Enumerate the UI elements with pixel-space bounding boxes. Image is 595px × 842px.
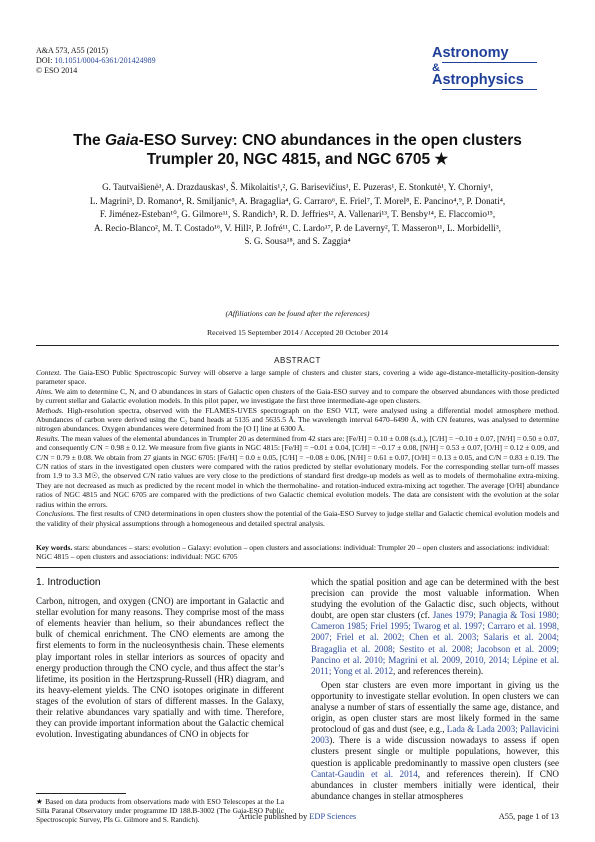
doi-link[interactable]: 10.1051/0004-6361/201424989	[54, 56, 156, 65]
author-line: G. Tautvaišienė¹, A. Drazdauskas¹, Š. Mikolaitis¹,², G. Barisevičius¹, E. Puzeras¹, E. Stonkutė¹, Y. Chorniy¹,	[102, 182, 493, 192]
author-line: L. Magrini³, D. Romano⁴, R. Smiljanic⁵, A. Bragaglia⁴, G. Carraro⁶, E. Friel⁷, T. Morel⁸, E. Pancino⁴,⁹, P. Donati⁴,	[89, 195, 506, 206]
received-dates: Received 15 September 2014 / Accepted 20 October 2014	[206, 328, 388, 337]
journal-rule-bottom	[442, 89, 537, 90]
section-heading: 1. Introduction	[36, 577, 101, 588]
copyright-line: © ESO 2014	[36, 66, 78, 75]
abstract-conclusions: Conclusions. The first results of CNO determinations in open clusters show the potential of the Gaia-ESO Survey to judge stellar and Galactic chemical evolution models and the validity of their physical assumptions through a homogeneous and detailed spectral analysis.	[36, 509, 559, 528]
footnote-rule	[36, 793, 126, 794]
paragraph: Open star clusters are even more important in giving us the opportunity to investigate stellar evolution. In open clusters we can analyse a number of stars of essentially the same age, distance, and origin, as open cluster stars are most likely formed in the same protocloud of gas and dust (see, e.g., Lada & Lada 2003; Pallavicini 2003). There is a wide discussion nowadays to assess if open clusters present single or multiple populations, however, this question is applicable predominantly to massive open clusters (see Cantat-Gaudin et al. 2014, and references therein). If CNO abundances in cluster members initially were identical, their abundance changes in stellar atmospheres	[311, 679, 559, 801]
journal-name-1: Astronomy	[432, 45, 509, 61]
citation-line: A&A 573, A55 (2015)	[36, 46, 108, 55]
divider	[36, 567, 559, 568]
abstract-context: Context. The Gaia-ESO Public Spectroscopic Survey will observe a large sample of clusters and cluster stars, covering a wide age-distance-metallicity-position-density parameter space.	[36, 368, 559, 387]
citation-links[interactable]: Cantat-Gaudin et al. 2014	[311, 768, 418, 779]
keywords: Key words. stars: abundances – stars: evolution – Galaxy: evolution – open clusters and associations: individual: Trumpler 20 – open clusters and associations: individual: NGC 4815 – open clusters and associations: individual: NGC 6705	[36, 543, 550, 562]
abstract-aims: Aims. We aim to determine C, N, and O abundances in stars of Galactic open clusters of the Gaia-ESO survey and to compare the observed abundances with those predicted by current stellar and Galactic evolution models. In this pilot paper, we investigate the first three intermediate-age open clusters.	[36, 386, 559, 406]
journal-rule	[442, 62, 537, 63]
author-line: A. Recio-Blanco², M. T. Costado¹⁶, V. Hill², P. Jofré¹¹, C. Lardo¹⁷, P. de Laverny², T. Masseron¹¹, L. Morbidelli³,	[94, 222, 501, 233]
abstract-methods: Methods. High-resolution spectra, observed with the FLAMES-UVES spectrograph on the ESO VLT, were analysed using a differential model atmosphere method. Abundances of carbon were derived using the C₂ band heads at 5135 and 5635.5 Å. The wavelength interval 6470–6490 Å, with CN features, was analysed to determine nitrogen abundances. Oxygen abundances were determined from the [O I] line at 6300 Å.	[36, 405, 559, 434]
publisher-line: Article published by EDP Sciences	[238, 812, 357, 821]
right-column	[311, 577, 559, 802]
citation-links[interactable]: Lada & Lada 2003; Pallavicini 2003	[311, 724, 559, 746]
divider	[36, 345, 559, 346]
article-header	[36, 46, 156, 76]
author-line: S. G. Sousa¹⁸, and S. Zaggia⁴	[244, 236, 351, 247]
doi-line: DOI: 10.1051/0004-6361/201424989	[36, 56, 156, 65]
journal-ampersand: &	[432, 62, 440, 74]
paragraph: Carbon, nitrogen, and oxygen (CNO) are important in Galactic and stellar evolution for many reasons. They comprise most of the mass of elements heavier than helium, so their abundances reflect the bulk of chemical enrichment. The CNO elements are among the first elements to form in the nucleosynthesis chain. These elements play important roles in stellar interiors as sources of opacity and energy production through the CNO cycle, and thus affect the star’s lifetime, its position in the Hertzsprung-Russell (HR) diagram, and its heavy-element yields. The CNO isotopes originate in different stages of the evolution of stars of different masses. In the Galaxy, their relative abundances vary spatially and with time. Therefore, they can provide important information about the Galactic chemical evolution. Investigating abundances of CNO in objects for	[36, 596, 284, 740]
left-column	[36, 577, 284, 740]
journal-logo	[432, 46, 547, 91]
author-list	[45, 181, 550, 249]
citation-links[interactable]: Janes 1979; Panagia & Tosi 1980; Cameron 1985; Friel 1995; Twarog et al. 1997; Carraro et al. 1998, 2007; Friel et al. 2002; Chen et al. 2003; Salaris et al. 2004; Bragaglia et al. 2008; Sestito et al. 2008; Jacobson et al. 2009; Pancino et al. 2010; Magrini et al. 2009, 2010, 2014; Lépine et al. 2011; Yong et al. 2012	[311, 610, 559, 676]
paper-title: The Gaia-ESO Survey: CNO abundances in the open clusters Trumpler 20, NGC 4815, and NGC 6705 ★	[73, 132, 522, 168]
publisher-link[interactable]: EDP Sciences	[309, 812, 357, 821]
abstract-heading: ABSTRACT	[274, 356, 321, 365]
paragraph: which the spatial position and age can be determined with the best precision can provide the most valuable information. When studying the evolution of the Galactic disc, such objects, without doubt, are open star clusters (cf. Janes 1979; Panagia & Tosi 1980; Cameron 1985; Friel 1995; Twarog et al. 1997; Carraro et al. 1998, 2007; Friel et al. 2002; Chen et al. 2003; Salaris et al. 2004; Bragaglia et al. 2008; Sestito et al. 2008; Jacobson et al. 2009; Pancino et al. 2010; Magrini et al. 2009, 2010, 2014; Lépine et al. 2011; Yong et al. 2012, and references therein).	[311, 577, 559, 676]
author-line: F. Jiménez-Esteban¹⁰, G. Gilmore¹¹, S. Randich³, R. D. Jeffries¹², A. Vallenari¹³, T. Bensby¹⁴, E. Flaccomio¹⁵,	[99, 209, 496, 220]
journal-name-2: Astrophysics	[432, 72, 524, 88]
title-footnote-mark[interactable]: ★	[430, 151, 449, 168]
abstract-results: Results. The mean values of the elemental abundances in Trumpler 20 as determined from 42 stars are: [Fe/H] = 0.10 ± 0.08 (s.d.), [C/H] = −0.10 ± 0.07, [N/H] = 0.50 ± 0.07, and consequently C/N = 0.98 ± 0.12. We measure from five giants in NGC 4815: [Fe/H] = −0.01 ± 0.04, [C/H] = −0.17 ± 0.08, [N/H] = 0.53 ± 0.07, [O/H] = 0.12 ± 0.09, and C/N = 0.79 ± 0.08. We obtain from 27 giants in NGC 6705: [Fe/H] = 0.0 ± 0.05, [C/H] = −0.08 ± 0.06, [N/H] = 0.61 ± 0.07, [O/H] = 0.13 ± 0.05, and C/N = 0.83 ± 0.19. The C/N ratios of stars in the investigated open clusters were compared with the ratios predicted by stellar evolutionary models. For the corresponding stellar turn-off masses from 1.9 to 3.3 M☉, the observed C/N ratio values are very close to the predictions of standard first dredge-up models as well as to models of thermohaline extra-mixing. They are not decreased as much as predicted by the recent model in which the thermohaline- and rotation-induced extra-mixing act together. The average [O/H] abundance ratios of NGC 4815 and NGC 6705 are compared with the predictions of two Galactic chemical evolution models. The data are consistent with the evolution at the solar radius within the errors.	[36, 433, 559, 509]
affiliations-note: (Affiliations can be found after the references)	[225, 309, 370, 318]
page-number: A55, page 1 of 13	[498, 812, 559, 821]
abstract	[36, 368, 559, 528]
footnote: ★ Based on data products from observations made with ESO Telescopes at the La Silla Paranal Observatory under programme ID 188.B-3002 (The Gaia-ESO Public Spectroscopic Survey, PIs G. Gilmore and S. Randich).	[36, 797, 284, 825]
